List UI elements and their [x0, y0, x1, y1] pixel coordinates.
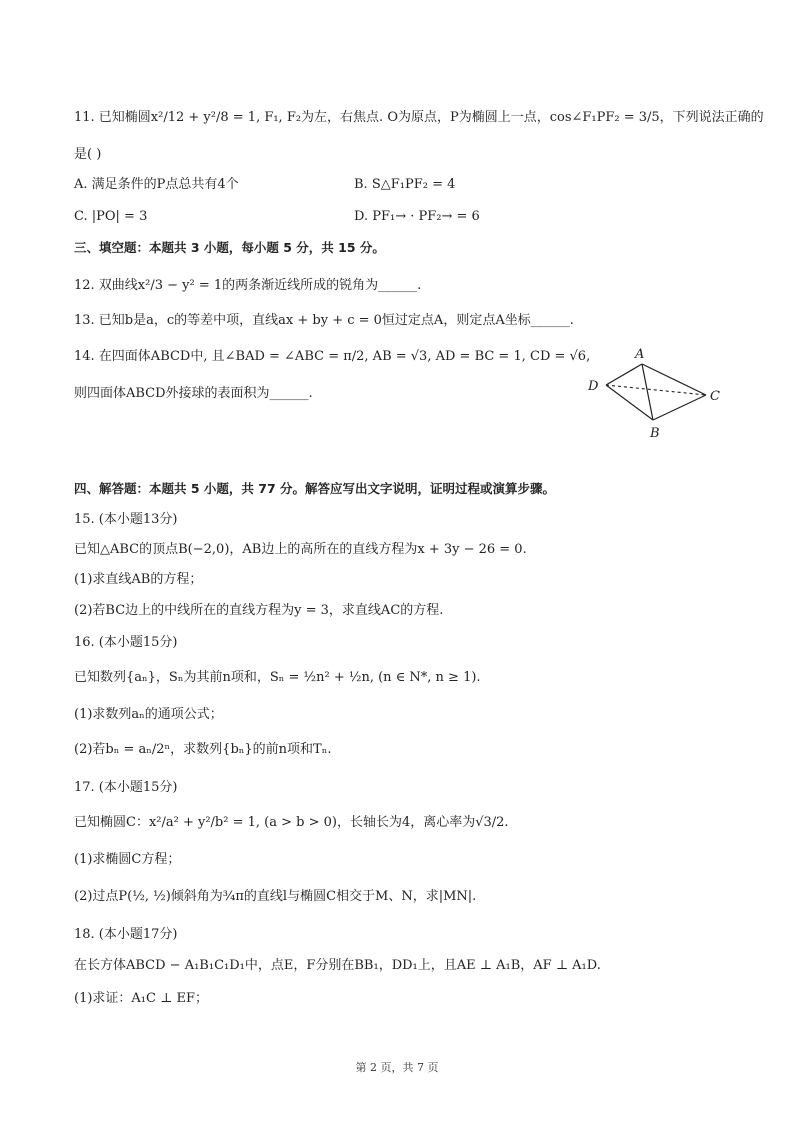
q11-option-a: A. 满足条件的P点总共有4个 — [74, 177, 239, 192]
q16-stem: 已知数列{aₙ}，Sₙ为其前n项和，Sₙ = ½n² + ½n, (n ∈ N*, n ≥ 1). — [74, 670, 481, 685]
q17-part1: (1)求椭圆C方程； — [74, 852, 181, 867]
q15-part2: (2)若BC边上的中线所在的直线方程为y = 3，求直线AC的方程. — [74, 603, 444, 618]
edge-db — [606, 385, 653, 420]
edge-ad — [606, 364, 642, 385]
q18-part1: (1)求证：A₁C ⊥ EF； — [74, 991, 208, 1006]
edge-ac — [642, 364, 706, 395]
edge-dc-hidden — [606, 385, 706, 395]
q17-stem: 已知椭圆C：x²/a² + y²/b² = 1, (a > b > 0)，长轴长为4，离心率为√3/2. — [74, 815, 509, 830]
label-c: C — [710, 389, 720, 404]
label-a: A — [635, 347, 645, 362]
q15-stem: 已知△ABC的顶点B(−2,0)，AB边上的高所在的直线方程为x + 3y − 26 = 0. — [74, 542, 527, 557]
q11-option-d: D. PF₁→ · PF₂→ = 6 — [354, 209, 480, 224]
q14-line2: 则四面体ABCD外接球的表面积为______. — [74, 386, 313, 401]
edge-ab — [642, 364, 653, 420]
q18-header: 18. (本小题17分) — [74, 927, 178, 942]
q11-option-c: C. |PO| = 3 — [74, 209, 148, 224]
label-b: B — [650, 426, 660, 440]
q12: 12. 双曲线x²/3 − y² = 1的两条渐近线所成的锐角为______. — [74, 278, 422, 293]
section-3-heading: 三、填空题：本题共 3 小题，每小题 5 分，共 15 分。 — [74, 240, 385, 255]
q15-part1: (1)求直线AB的方程； — [74, 572, 203, 587]
q16-part2: (2)若bₙ = aₙ/2ⁿ，求数列{bₙ}的前n项和Tₙ. — [74, 742, 332, 757]
q11-stem-cont: 是( ) — [74, 147, 102, 162]
q16-part1: (1)求数列aₙ的通项公式； — [74, 707, 223, 722]
q17-header: 17. (本小题15分) — [74, 780, 178, 795]
q14-line1: 14. 在四面体ABCD中, 且∠BAD = ∠ABC = π/2, AB = √3, AD = BC = 1, CD = √6, — [74, 349, 591, 364]
q11-stem: 11. 已知椭圆x²/12 + y²/8 = 1, F₁, F₂为左，右焦点. O为原点，P为椭圆上一点，cos∠F₁PF₂ = 3/5，下列说法正确的 — [74, 110, 764, 125]
section-4-heading: 四、解答题：本题共 5 小题，共 77 分。解答应写出文字说明，证明过程或演算步骤。 — [74, 481, 556, 496]
q15-header: 15. (本小题13分) — [74, 512, 178, 527]
edge-bc — [653, 395, 706, 420]
tetrahedron-figure — [584, 344, 724, 440]
q11-option-b: B. S△F₁PF₂ = 4 — [354, 177, 456, 192]
page-footer: 第 2 页，共 7 页 — [355, 1061, 439, 1074]
q16-header: 16. (本小题15分) — [74, 635, 178, 650]
q18-stem: 在长方体ABCD − A₁B₁C₁D₁中，点E，F分别在BB₁，DD₁上，且AE ⊥ A₁B，AF ⊥ A₁D. — [74, 958, 601, 973]
q13: 13. 已知b是a，c的等差中项，直线ax + by + c = 0恒过定点A，则定点A坐标______. — [74, 313, 574, 328]
q17-part2: (2)过点P(½, ½)倾斜角为¾π的直线l与椭圆C相交于M、N，求|MN|. — [74, 889, 477, 904]
label-d: D — [588, 379, 599, 394]
